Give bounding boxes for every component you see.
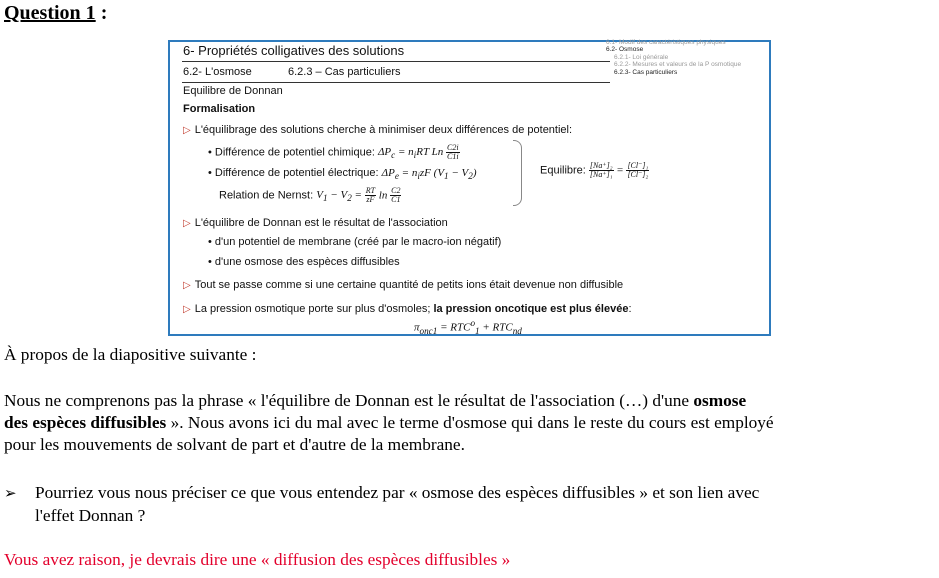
slide-equilibrium: Equilibre: $\frac{\text{[Na⁺]₂}}{\text{[Na⁺]₁}}$ = $\frac{\text{[Cl⁻]₁}}{\text{[Cl⁻]₂}}$ — [540, 161, 649, 179]
arrow-icon: ▷ — [183, 218, 191, 229]
slide-outline — [606, 39, 741, 76]
outline-item: 6.2.2- Mesures et valeurs de la P osmotique — [614, 61, 742, 69]
bullet-line-2: l'effet Donnan ? — [35, 506, 146, 525]
answer-text: Vous avez raison, je devrais dire une « diffusion des espèces diffusibles » — [4, 550, 511, 569]
intro-text: À propos de la diapositive suivante : — [4, 345, 257, 364]
slide-line-1: ▷ L'équilibrage des solutions cherche à minimiser deux différences de potentiel: — [183, 124, 573, 136]
slide-line-membrane: • d'un potentiel de membrane (créé par le macro-ion négatif) — [208, 236, 502, 248]
slide-section: 6.2- L'osmose — [183, 66, 252, 78]
slide-formalisation: Formalisation — [183, 103, 256, 115]
slide-line-nernst: Relation de Nernst: $V_1 - V_2$ = $\frac{RT}{zF}$ ln $\frac{C2}{C1}$ — [219, 186, 401, 204]
outline-item: 6.1- Modif des caractéristiques physiques — [606, 39, 726, 46]
outline-item: 6.2.1- Loi générale — [614, 53, 669, 61]
slide-line-ions: ▷ Tout se passe comme si une certaine quantité de petits ions était devenue non diffusible — [183, 279, 624, 291]
slide-rule-2 — [182, 82, 610, 83]
outline-item: 6.2- Osmose — [606, 46, 644, 54]
slide-line-chemical: • Différence de potentiel chimique: $\Delta P_c = n_iRT$ Ln $\frac{C2i}{C1i}$ — [208, 143, 459, 161]
slide-line-donnan: ▷ L'équilibre de Donnan est le résultat de l'association — [183, 217, 448, 229]
slide-brace — [513, 140, 522, 206]
arrow-icon: ▷ — [183, 304, 191, 315]
slide-line-pressure: ▷ La pression osmotique porte sur plus d'osmoles; la pression oncotique est plus élevée: — [183, 303, 632, 315]
slide-line-electric: • Différence de potentiel électrique: $\Delta P_e = n_izF$ $(V_1 - V_2)$ — [208, 167, 477, 182]
slide-rule — [182, 61, 610, 62]
slide-line-oncotic-formula: $\pi_{onc1} = RTC^o_1 + RTC_{nd}$ — [414, 318, 522, 336]
arrow-icon: ▷ — [183, 280, 191, 291]
slide-subsection: 6.2.3 – Cas particuliers — [288, 66, 401, 78]
slide-equilibrium-title: Equilibre de Donnan — [183, 85, 283, 97]
outline-item: 6.2.3- Cas particuliers — [614, 68, 678, 76]
arrowhead-bullet-icon: ➢ — [4, 486, 17, 502]
slide-image — [168, 40, 771, 336]
arrow-icon: ▷ — [183, 125, 191, 136]
paragraph-line-3: pour les mouvements de solvant de part et d'autre de la membrane. — [4, 435, 465, 454]
slide-line-osmose: • d'une osmose des espèces diffusibles — [208, 256, 400, 268]
bullet-line-1: Pourriez vous nous préciser ce que vous entendez par « osmose des espèces diffusibles » et son lien avec — [35, 483, 760, 502]
question-title: Question 1 : — [4, 2, 108, 24]
paragraph-line-2: des espèces diffusibles ». Nous avons ici du mal avec le terme d'osmose qui dans le reste du cours est employé — [4, 413, 774, 432]
paragraph-line-1: Nous ne comprenons pas la phrase « l'équilibre de Donnan est le résultat de l'association (…) d'une osmose — [4, 391, 747, 410]
slide-title: 6- Propriétés colligatives des solutions — [183, 43, 405, 58]
